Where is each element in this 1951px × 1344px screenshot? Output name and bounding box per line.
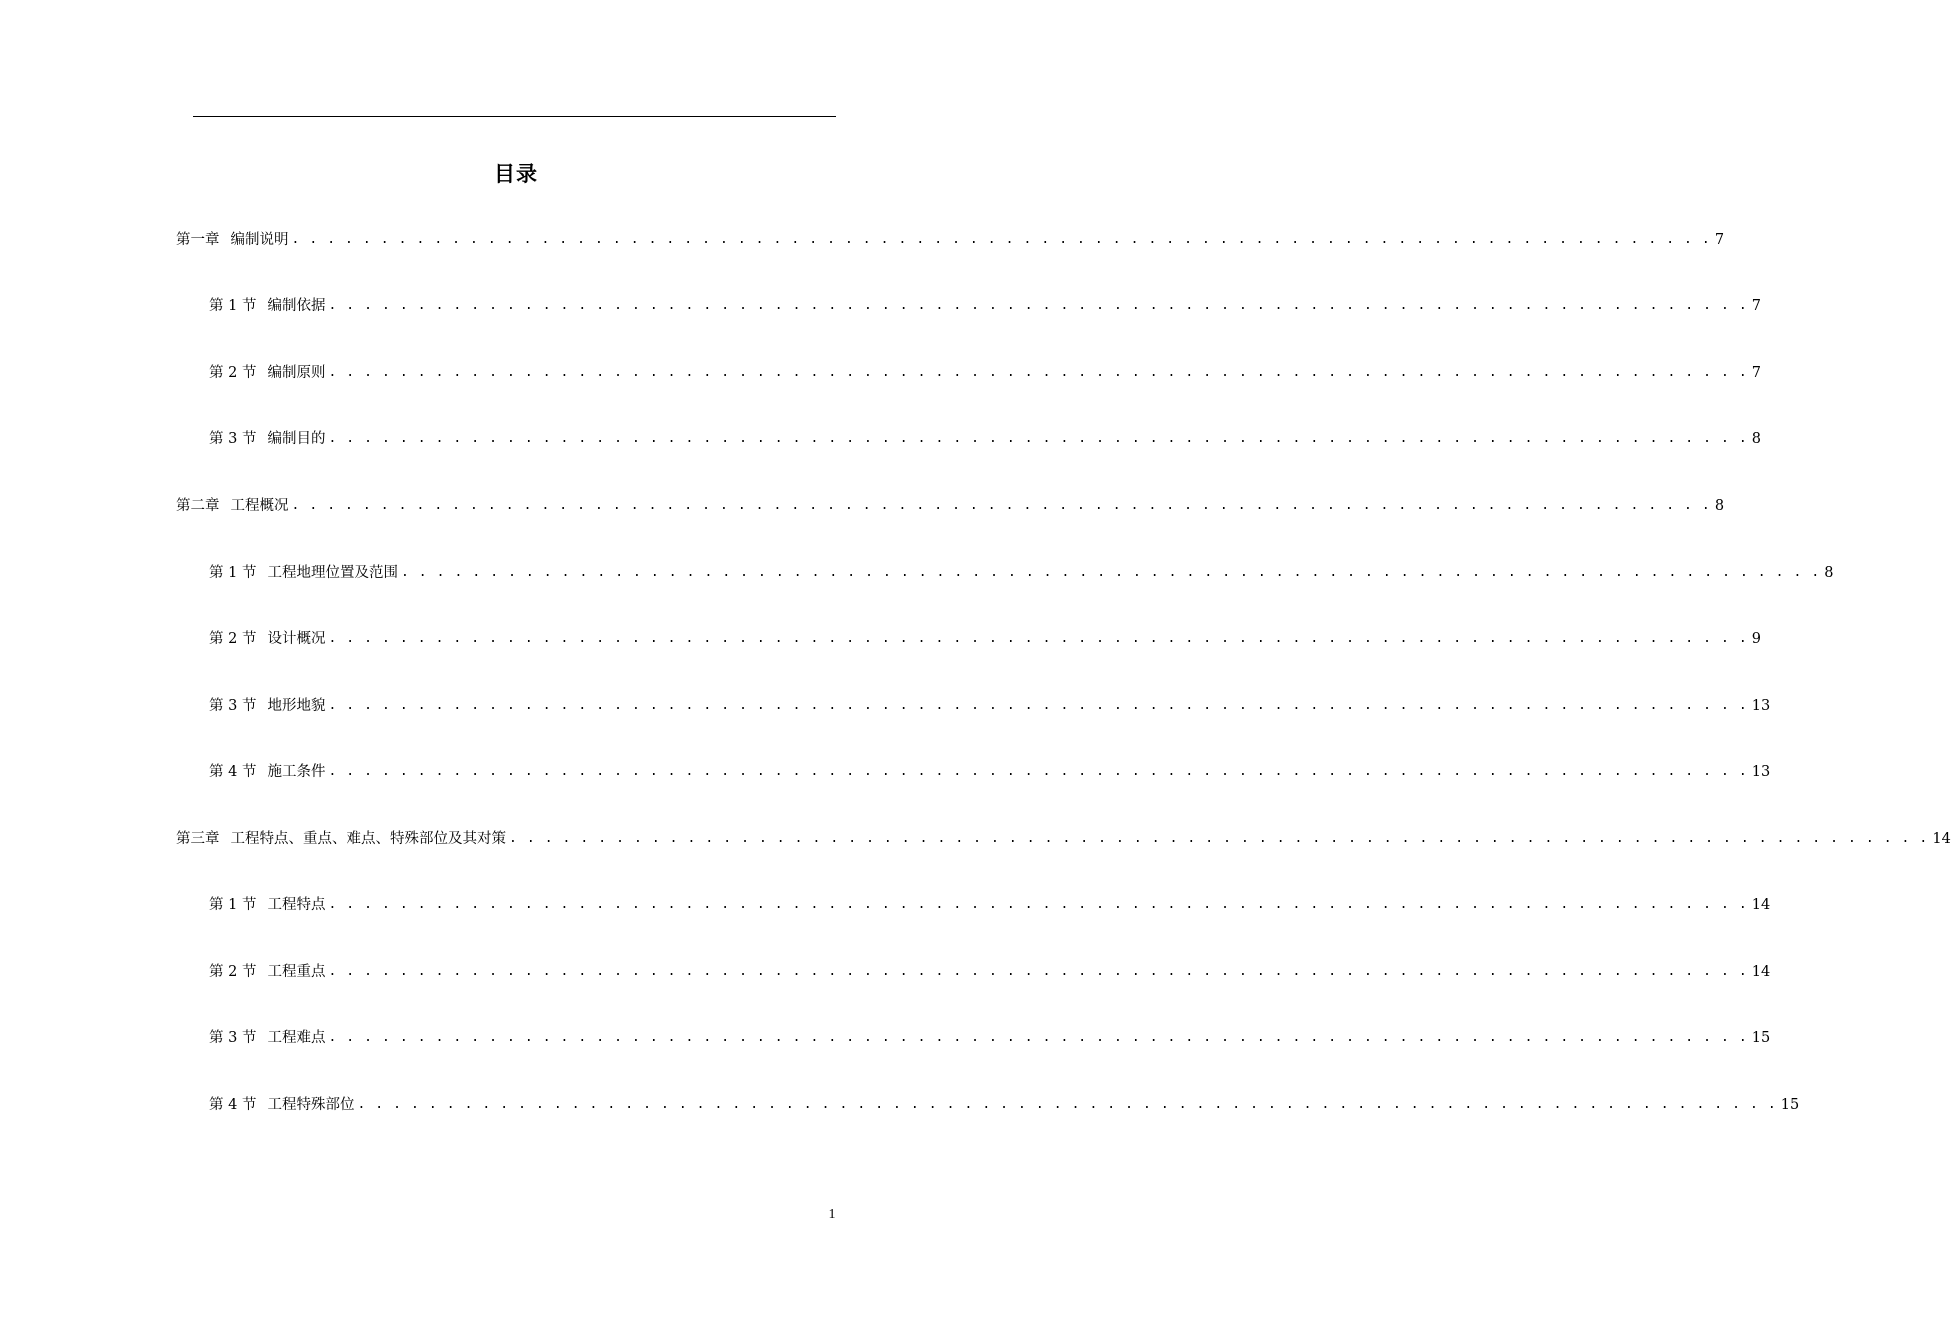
toc-entry-page: 7 <box>1751 298 1762 314</box>
toc-entry-page: 15 <box>1780 1097 1800 1113</box>
toc-entry-text: 工程难点 <box>267 1030 326 1046</box>
toc-entry-text: 工程特殊部位 <box>267 1097 355 1113</box>
toc-entry-section[interactable] <box>209 362 1762 384</box>
toc-entry-page: 9 <box>1751 631 1762 647</box>
toc-entry-number: 第 4 节 <box>209 764 257 780</box>
dot-leader: . . . . . . . . . . . . . . . . . . . . . . . . . . . . . . . . . . . . . . . . . . . . . . . . . . . . . . . . . . . . . . . . . . . . . . . . . . . . . . . . <box>400 565 1821 580</box>
toc-entry-text: 工程概况 <box>230 498 289 514</box>
toc-entry-text: 工程重点 <box>267 964 326 980</box>
dot-leader: . . . . . . . . . . . . . . . . . . . . . . . . . . . . . . . . . . . . . . . . . . . . . . . . . . . . . . . . . . . . . . . . . . . . . . . . . . . . . . . . <box>328 897 1748 912</box>
dot-leader: . . . . . . . . . . . . . . . . . . . . . . . . . . . . . . . . . . . . . . . . . . . . . . . . . . . . . . . . . . . . . . . . . . . . . . . . . . . . . . . . <box>328 964 1748 979</box>
toc-entry-number: 第 3 节 <box>209 1030 257 1046</box>
toc-entry-text: 工程特点 <box>267 897 326 913</box>
toc-entry-text: 编制依据 <box>267 298 326 314</box>
toc-entry-chapter-2[interactable] <box>176 495 1725 517</box>
dot-leader: . . . . . . . . . . . . . . . . . . . . . . . . . . . . . . . . . . . . . . . . . . . . . . . . . . . . . . . . . . . . . . . . . . . . . . . . . . . . . . . . <box>509 831 1929 846</box>
toc-entry-section[interactable] <box>209 1027 1771 1049</box>
toc-entry-number: 第 2 节 <box>209 365 257 381</box>
toc-entry-number: 第 3 节 <box>209 698 257 714</box>
toc-entry-section[interactable] <box>209 428 1762 450</box>
dot-leader: . . . . . . . . . . . . . . . . . . . . . . . . . . . . . . . . . . . . . . . . . . . . . . . . . . . . . . . . . . . . . . . . . . . . . . . . . . . . . . . . <box>328 298 1748 313</box>
toc-entry-page: 8 <box>1751 431 1762 447</box>
toc-entry-page: 13 <box>1751 698 1771 714</box>
toc-entry-page: 15 <box>1751 1030 1771 1046</box>
toc-entry-text: 编制说明 <box>230 232 289 248</box>
toc-entry-section[interactable] <box>209 628 1762 650</box>
dot-leader: . . . . . . . . . . . . . . . . . . . . . . . . . . . . . . . . . . . . . . . . . . . . . . . . . . . . . . . . . . . . . . . . . . . . . . . . . . . . . . . . <box>328 764 1748 779</box>
toc-entry-page: 8 <box>1824 565 1834 581</box>
dot-leader: . . . . . . . . . . . . . . . . . . . . . . . . . . . . . . . . . . . . . . . . . . . . . . . . . . . . . . . . . . . . . . . . . . . . . . . . . . . . . . . . <box>328 631 1748 646</box>
toc-entry-page: 14 <box>1751 964 1771 980</box>
toc-entry-number: 第一章 <box>176 232 220 248</box>
dot-leader: . . . . . . . . . . . . . . . . . . . . . . . . . . . . . . . . . . . . . . . . . . . . . . . . . . . . . . . . . . . . . . . . . . . . . . . . . . . . . . . . <box>291 232 1711 247</box>
toc-entry-section[interactable] <box>209 695 1771 717</box>
toc-entry-text: 施工条件 <box>267 764 326 780</box>
toc-entry-number: 第 4 节 <box>209 1097 257 1113</box>
dot-leader: . . . . . . . . . . . . . . . . . . . . . . . . . . . . . . . . . . . . . . . . . . . . . . . . . . . . . . . . . . . . . . . . . . . . . . . . . . . . . . . . <box>291 498 1711 513</box>
toc-entry-number: 第三章 <box>176 831 220 847</box>
toc-entry-page: 7 <box>1751 365 1762 381</box>
toc-entry-text: 设计概况 <box>267 631 326 647</box>
toc-entry-chapter-1[interactable] <box>176 229 1725 251</box>
toc-entry-section[interactable] <box>209 961 1771 983</box>
toc-entry-number: 第二章 <box>176 498 220 514</box>
toc-entry-page: 7 <box>1714 232 1725 248</box>
toc-title: 目录 <box>494 162 538 186</box>
toc-entry-page: 13 <box>1751 764 1771 780</box>
dot-leader: . . . . . . . . . . . . . . . . . . . . . . . . . . . . . . . . . . . . . . . . . . . . . . . . . . . . . . . . . . . . . . . . . . . . . . . . . . . . . . . . <box>357 1097 1777 1112</box>
toc-entry-page: 14 <box>1751 897 1771 913</box>
toc-entry-text: 地形地貌 <box>267 698 326 714</box>
page-number: 1 <box>828 1207 836 1222</box>
toc-entry-number: 第 1 节 <box>209 897 257 913</box>
toc-entry-number: 第 1 节 <box>209 565 257 581</box>
toc-entry-section[interactable] <box>209 761 1771 783</box>
toc-entry-number: 第 2 节 <box>209 964 257 980</box>
toc-entry-page: 8 <box>1714 498 1725 514</box>
toc-entry-text: 工程特点、重点、难点、特殊部位及其对策 <box>230 831 506 847</box>
dot-leader: . . . . . . . . . . . . . . . . . . . . . . . . . . . . . . . . . . . . . . . . . . . . . . . . . . . . . . . . . . . . . . . . . . . . . . . . . . . . . . . . <box>328 431 1748 446</box>
toc-entry-text: 编制原则 <box>267 365 326 381</box>
toc-entry-number: 第 1 节 <box>209 298 257 314</box>
dot-leader: . . . . . . . . . . . . . . . . . . . . . . . . . . . . . . . . . . . . . . . . . . . . . . . . . . . . . . . . . . . . . . . . . . . . . . . . . . . . . . . . <box>328 1030 1748 1045</box>
dot-leader: . . . . . . . . . . . . . . . . . . . . . . . . . . . . . . . . . . . . . . . . . . . . . . . . . . . . . . . . . . . . . . . . . . . . . . . . . . . . . . . . <box>328 698 1748 713</box>
toc-entry-number: 第 2 节 <box>209 631 257 647</box>
dot-leader: . . . . . . . . . . . . . . . . . . . . . . . . . . . . . . . . . . . . . . . . . . . . . . . . . . . . . . . . . . . . . . . . . . . . . . . . . . . . . . . . <box>328 365 1748 380</box>
toc-entry-text: 工程地理位置及范围 <box>267 565 398 581</box>
toc-entry-page: 14 <box>1932 831 1951 847</box>
toc-entry-text: 编制目的 <box>267 431 326 447</box>
toc-entry-section[interactable] <box>209 1094 1800 1116</box>
toc-entry-section[interactable] <box>209 295 1762 317</box>
toc-entry-number: 第 3 节 <box>209 431 257 447</box>
toc-entry-section[interactable] <box>209 894 1771 916</box>
toc-entry-section[interactable] <box>209 562 1834 584</box>
toc-entry-chapter-3[interactable] <box>176 828 1951 850</box>
